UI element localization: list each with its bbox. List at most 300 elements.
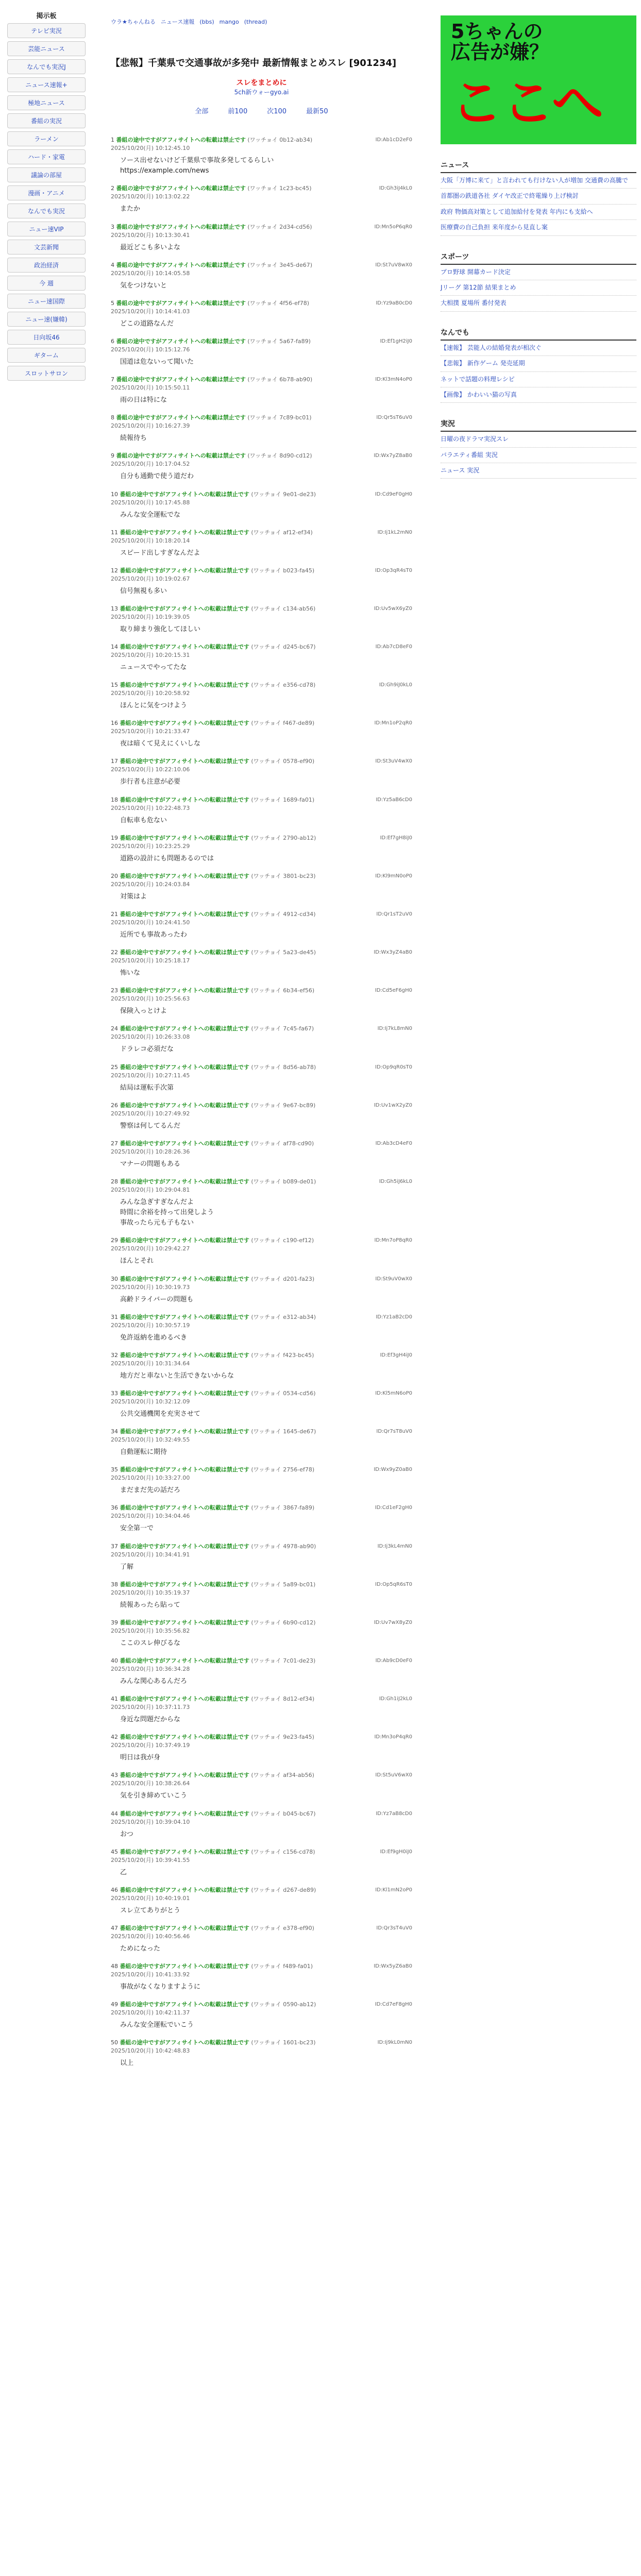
post-number[interactable]: 42 [111,1734,118,1741]
post-id[interactable]: ID:Qr3sT4uV0 [376,1925,412,1931]
news-item[interactable]: 首都圏の鉄道各社 ダイヤ改正で終電繰り上げ検討 [441,189,636,204]
sports-item[interactable]: プロ野球 開幕カード決定 [441,265,636,280]
post-mail: (ワッチョイ 9e23-fa45) [251,1734,314,1741]
news-item[interactable]: 大阪「万博に来て」と言われても行けない人が増加 交通費の高騰で [441,173,636,189]
post-number[interactable]: 26 [111,1101,118,1109]
post-id[interactable]: ID:Wx9yZ0aB0 [374,1467,412,1473]
post-date: 2025/10/20(月) 10:35:56.82 [111,1627,190,1634]
post [111,414,412,444]
post [111,1924,412,1954]
post-number[interactable]: 20 [111,872,118,879]
post [111,1025,412,1055]
post-id[interactable]: ID:Uv5wX6yZ0 [374,605,412,612]
post-date: 2025/10/20(月) 10:29:42.27 [111,1245,190,1252]
post [111,910,412,940]
post-mail: (ワッチョイ 6b34-ef56) [251,987,315,994]
post-id[interactable]: ID:Ef7gH8iJ0 [380,835,412,841]
nav-item[interactable]: ラーメン [7,131,86,146]
post-id[interactable]: ID:Cd9eF0gH0 [375,491,412,497]
post-number[interactable]: 45 [111,1848,118,1855]
post-id[interactable]: ID:Yz7aB8cD0 [376,1810,412,1817]
post-name: 番組の途中ですがアフィサイトへの転載は禁止です [120,1063,249,1071]
post-date: 2025/10/20(月) 10:40:56.46 [111,1933,190,1940]
post-number[interactable]: 14 [111,643,118,651]
post-id[interactable]: ID:Qr1sT2uV0 [376,911,412,918]
post-mail: (ワッチョイ 9e01-de23) [251,490,316,498]
post-id[interactable]: ID:Qr7sT8uV0 [376,1429,412,1435]
post-meta [375,757,412,765]
nav-item[interactable]: ニュー速(嫌韓) [7,312,86,327]
banner-line3: ここへ [451,73,603,133]
post-date: 2025/10/20(月) 10:18:20.14 [111,537,190,544]
post-name: 番組の途中ですがアフィサイトへの転載は禁止です [116,414,246,421]
nav-item[interactable]: ニュー速国際 [7,294,86,309]
post [111,2001,412,2030]
jikkyo-item[interactable]: 日曜の夜ドラマ実況スレ [441,432,636,447]
post-number[interactable]: 46 [111,1886,118,1893]
post-date: 2025/10/20(月) 10:20:15.31 [111,652,190,659]
post-meta [374,1466,412,1473]
breadcrumb-link[interactable]: (thread) [244,19,267,25]
post-mail: (ワッチョイ 4f56-ef78) [247,299,310,307]
post-date: 2025/10/20(月) 10:24:41.50 [111,919,190,926]
post-date: 2025/10/20(月) 10:40:19.01 [111,1894,190,1902]
news-item[interactable]: 医療費の自己負担 来年度から見直し案 [441,220,636,235]
post-date: 2025/10/20(月) 10:34:41.91 [111,1551,190,1558]
post-body: 保険入っとけよ [120,1007,167,1015]
post-id[interactable]: ID:Mn5oP6qR0 [374,224,412,230]
post-number[interactable]: 30 [111,1275,118,1282]
post-id[interactable]: ID:St7uV8wX0 [375,262,412,268]
post-body: 地方だと車ないと生活できないからな [120,1371,234,1380]
post-number[interactable]: 48 [111,1963,118,1970]
post-name: 番組の途中ですがアフィサイトへの転載は禁止です [120,1619,249,1626]
post-id[interactable]: ID:Ij1kL2mN0 [377,529,412,535]
post-number[interactable]: 28 [111,1178,118,1185]
ad-banner[interactable] [441,15,636,144]
post-date: 2025/10/20(月) 10:25:18.17 [111,957,190,964]
post-id[interactable]: ID:Ef1gH2iJ0 [380,338,412,344]
post-body: 明日は我が身 [120,1754,161,1762]
post-number[interactable]: 31 [111,1313,118,1320]
post-number[interactable]: 33 [111,1390,118,1397]
post-id[interactable]: ID:Uv1wX2yZ0 [374,1102,412,1108]
breadcrumb [111,18,412,26]
post-number[interactable]: 11 [111,529,118,536]
post-meta [379,681,412,689]
post-number[interactable]: 37 [111,1543,118,1550]
post-number[interactable]: 1 [111,137,114,144]
post-date: 2025/10/20(月) 10:16:27.39 [111,422,190,430]
nav-item[interactable]: ニュース速報+ [7,77,86,92]
post-mail: (ワッチョイ 6b90-cd12) [251,1619,316,1626]
post-name: 番組の途中ですがアフィサイトへの転載は禁止です [116,452,246,460]
post-id[interactable]: ID:Op3qR4sT0 [375,567,412,573]
post-date: 2025/10/20(月) 10:39:41.55 [111,1856,190,1863]
post-id[interactable]: ID:Op9qR0sT0 [375,1064,412,1070]
post-meta [379,1695,412,1703]
post-body: ほんとに気をつけよう [120,702,188,710]
nav-item[interactable]: テレビ実況 [7,23,86,38]
post-number[interactable]: 27 [111,1140,118,1147]
post [111,1101,412,1131]
post-number[interactable]: 34 [111,1428,118,1435]
post-id[interactable]: ID:St3uV4wX0 [375,758,412,765]
post-id[interactable]: ID:Ab9cD0eF0 [375,1658,412,1664]
post-header [111,1351,412,1368]
post-id[interactable]: ID:Gh9iJ0kL0 [379,682,412,688]
post-id[interactable]: ID:Gh3iJ4kL0 [379,185,412,192]
nav-list [0,23,93,381]
nav-item[interactable]: 議論の部屋 [7,167,86,182]
post-number[interactable]: 7 [111,376,114,383]
post-meta [376,910,412,918]
post-mail: (ワッチョイ 6b78-ab90) [247,376,313,383]
post [111,1351,412,1381]
nav-item[interactable]: 今 週 [7,276,86,291]
post-body: どこの道路なんだ [120,319,174,328]
post-header [111,567,412,583]
post-body: 国道は危ないって聞いた [120,358,194,366]
post-meta [375,1886,412,1894]
post-name: 番組の途中ですがアフィサイトへの転載は禁止です [120,911,249,918]
post-id[interactable]: ID:Ab3cD4eF0 [375,1140,412,1146]
post-id[interactable]: ID:Cd1eF2gH0 [375,1505,412,1511]
post-meta [376,1428,412,1435]
post-id[interactable]: ID:Mn1oP2qR0 [374,720,412,726]
post-number[interactable]: 9 [111,452,114,460]
post-id[interactable]: ID:Op5qR6sT0 [375,1581,412,1587]
post [111,1275,412,1305]
nav-item[interactable]: 極地ニュース [7,95,86,110]
post-header [111,1543,412,1559]
post-mail: (ワッチョイ af12-ef34) [251,529,313,536]
post-number[interactable]: 35 [111,1466,118,1473]
post-mail: (ワッチョイ 0590-ab12) [251,2001,316,2008]
post-number[interactable]: 16 [111,720,118,727]
post-id[interactable]: ID:Ef9gH0iJ0 [380,1849,412,1855]
post-header [111,1886,412,1903]
post [111,1140,412,1170]
post-number[interactable]: 2 [111,185,114,192]
post-mail: (ワッチョイ 5a67-fa89) [247,337,311,345]
breadcrumb-link[interactable]: ウラ★ちゃんねる [111,19,156,25]
post-number[interactable]: 29 [111,1237,118,1244]
post [111,452,412,482]
post-name: 番組の途中ですがアフィサイトへの転載は禁止です [120,1313,249,1320]
post-number[interactable]: 5 [111,299,114,307]
post-id[interactable]: ID:St9uV0wX0 [375,1276,412,1282]
post-date: 2025/10/20(月) 10:12:45.10 [111,145,190,152]
post-meta [375,1389,412,1397]
post-number[interactable]: 15 [111,682,118,689]
post-id[interactable]: ID:Gh1iJ2kL0 [379,1696,412,1702]
post [111,567,412,597]
post-id[interactable]: ID:Yz1aB2cD0 [376,1314,412,1320]
post-body: 歩行者も注意が必要 [120,778,181,786]
post-body: ここのスレ伸びるな [120,1639,181,1647]
post-mail: (ワッチョイ f467-de89) [251,720,315,727]
post-number[interactable]: 47 [111,1924,118,1931]
post-mail: (ワッチョイ 9e67-bc89) [251,1101,316,1109]
post-number[interactable]: 8 [111,414,114,421]
post-date: 2025/10/20(月) 10:33:27.00 [111,1475,190,1482]
post-number[interactable]: 19 [111,834,118,841]
post-number[interactable]: 40 [111,1657,118,1664]
post-mail: (ワッチョイ 8d56-ab78) [251,1063,316,1071]
post [111,490,412,520]
nav-item[interactable]: 番組の実況 [7,113,86,128]
post [111,605,412,635]
nav-item[interactable]: なんでも実況J [7,59,86,74]
post-date: 2025/10/20(月) 10:23:25.29 [111,842,190,850]
sports-title: スポーツ [441,251,636,265]
misc-item[interactable]: 【画像】 かわいい猫の写真 [441,387,636,403]
post-id[interactable]: ID:Kl1mN2oP0 [375,1887,412,1893]
post-id[interactable]: ID:Kl5mN6oP0 [375,1391,412,1397]
post-header [111,681,412,698]
post-name: 番組の途中ですがアフィサイトへの転載は禁止です [120,758,249,765]
post-body: またか [120,205,141,213]
jikkyo-list [441,432,636,479]
post-header [111,1733,412,1750]
nav-item[interactable]: 日向坂46 [7,330,86,345]
jikkyo-item[interactable]: バラエティ番組 実況 [441,448,636,463]
post-number[interactable]: 49 [111,2001,118,2008]
post-number[interactable]: 21 [111,911,118,918]
post [111,337,412,367]
post-name: 番組の途中ですがアフィサイトへの転載は禁止です [120,2001,249,2008]
post-id[interactable]: ID:Mn7oP8qR0 [374,1238,412,1244]
post-name: 番組の途中ですがアフィサイトへの転載は禁止です [116,376,246,383]
post-meta [375,261,412,269]
post-id[interactable]: ID:Ij9kL0mN0 [377,2040,412,2046]
post-id[interactable]: ID:Ij7kL8mN0 [377,1026,412,1032]
post-number[interactable]: 17 [111,758,118,765]
breadcrumb-link[interactable]: ニュース速報 [160,19,195,25]
post-header [111,136,412,152]
post-meta [380,337,412,345]
tab-link[interactable]: 次100 [267,108,287,116]
post-meta [379,1178,412,1185]
post-name: 番組の途中ですがアフィサイトへの転載は禁止です [120,1466,249,1473]
main-column [111,0,412,2077]
post [111,1619,412,1649]
sports-item[interactable]: Jリーグ 第12節 結果まとめ [441,280,636,296]
post-mail: (ワッチョイ 0578-ef90) [251,758,315,765]
post-header [111,1140,412,1156]
post-meta [376,1657,412,1665]
post-header [111,1275,412,1292]
nav-item[interactable]: なんでも実況 [7,204,86,218]
suremara-link[interactable]: 5ch新ウォーgyo.ai [234,89,289,96]
post-number[interactable]: 23 [111,987,118,994]
post-id[interactable]: ID:Wx5yZ6aB0 [374,1963,412,1970]
post-name: 番組の途中ですがアフィサイトへの転載は禁止です [120,1390,249,1397]
post-date: 2025/10/20(月) 10:15:12.76 [111,346,190,353]
post-date: 2025/10/20(月) 10:34:04.46 [111,1513,190,1520]
post-body: 道路の設計にも問題あるのでは [120,854,214,862]
post-id[interactable]: ID:Kl3mN4oP0 [375,377,412,383]
thread-title: 【悲報】千葉県で交通事故が多発中 最新情報まとめスレ [901234] [111,58,397,69]
post-number[interactable]: 3 [111,223,114,230]
post-id[interactable]: ID:Wx7yZ8aB0 [374,453,412,459]
post-id[interactable]: ID:St5uV6wX0 [375,1772,412,1778]
post [111,1848,412,1878]
post [111,1581,412,1611]
post-id[interactable]: ID:Mn3oP4qR0 [374,1734,412,1740]
post-header [111,1619,412,1635]
nav-item[interactable]: 芸能ニュース [7,41,86,56]
post-id[interactable]: ID:Qr5sT6uV0 [376,415,412,421]
post-list [111,136,412,2069]
post-body: 免許返納を進めるべき [120,1333,188,1342]
post-meta [374,452,412,460]
post-name: 番組の途中ですがアフィサイトへの転載は禁止です [120,605,249,612]
post-name: 番組の途中ですがアフィサイトへの転載は禁止です [120,1275,249,1282]
post-name: 番組の途中ですがアフィサイトへの転載は禁止です [120,796,249,803]
tab-link[interactable]: 全部 [195,108,209,116]
post-id[interactable]: ID:Yz5aB6cD0 [376,796,412,803]
post-meta [375,1275,412,1283]
post [111,1063,412,1093]
post-body: ドラレコ必須だな [120,1045,174,1054]
post-id[interactable]: ID:Cd5eF6gH0 [375,988,412,994]
post-id[interactable]: ID:Kl9mN0oP0 [375,873,412,879]
nav-item[interactable]: ニュー速VIP [7,222,86,236]
breadcrumb-link[interactable]: (bbs) [199,19,214,25]
post-meta [379,184,412,192]
post-number[interactable]: 38 [111,1581,118,1588]
news-item[interactable]: 政府 物価高対策として追加給付を発表 年内にも支給へ [441,205,636,220]
post-number[interactable]: 32 [111,1351,118,1359]
post-date: 2025/10/20(月) 10:39:04.10 [111,1818,190,1825]
breadcrumb-link[interactable]: mango [219,19,239,25]
post [111,757,412,787]
post-id[interactable]: ID:Ab7cD8eF0 [375,644,412,650]
post-mail: (ワッチョイ 3867-fa89) [251,1504,315,1512]
nav-item[interactable]: ハード・家電 [7,149,86,164]
post-number[interactable]: 22 [111,949,118,956]
post-meta [375,1771,412,1779]
post-mail: (ワッチョイ 1689-fa01) [251,796,315,803]
misc-list [441,341,636,403]
post-mail: (ワッチョイ 7c89-bc01) [247,414,312,421]
nav-item[interactable]: ギターム [7,348,86,363]
sports-item[interactable]: 大相撲 夏場所 番付発表 [441,296,636,311]
post-meta [376,136,412,144]
misc-item[interactable]: 【速報】 芸能人の結婚発表が相次ぐ [441,341,636,356]
misc-item[interactable]: 【悲報】 新作ゲーム 発売延期 [441,356,636,371]
post-date: 2025/10/20(月) 10:19:39.05 [111,613,190,620]
post-number[interactable]: 25 [111,1063,118,1071]
post-mail: (ワッチョイ f489-fa01) [251,1963,313,1970]
post [111,223,412,253]
post-mail: (ワッチョイ 2756-ef78) [251,1466,315,1473]
post-id[interactable]: ID:Ij3kL4mN0 [377,1543,412,1549]
post [111,529,412,558]
post-number[interactable]: 18 [111,796,118,803]
post-header [111,1236,412,1253]
post-id[interactable]: ID:Ab1cD2eF0 [375,137,412,143]
post [111,2039,412,2069]
tab-link[interactable]: 最新50 [306,108,328,116]
post-mail: (ワッチョイ b045-bc67) [251,1810,316,1817]
post-body: 自動運転に期待 [120,1448,167,1456]
post-number[interactable]: 13 [111,605,118,612]
nav-item[interactable]: スロットサロン [7,366,86,381]
nav-item[interactable]: 漫画・アニメ [7,185,86,200]
post-meta [378,1543,412,1550]
post-body: 近所でも事故あったわ [120,931,187,939]
nav-item[interactable]: 政治経済 [7,258,86,273]
post-id[interactable]: ID:Yz9aB0cD0 [376,300,412,306]
post-number[interactable]: 6 [111,337,114,345]
post-number[interactable]: 44 [111,1810,118,1817]
post-header [111,1848,412,1865]
post-header [111,1962,412,1979]
post-meta [380,1351,412,1359]
tab-link[interactable]: 前100 [228,108,248,116]
post-mail: (ワッチョイ 4978-ab90) [251,1543,316,1550]
post-number[interactable]: 50 [111,2039,118,2046]
post-number[interactable]: 41 [111,1696,118,1703]
jikkyo-item[interactable]: ニュース 実況 [441,463,636,479]
post-date: 2025/10/20(月) 10:14:41.03 [111,308,190,315]
post-mail: (ワッチョイ af78-cd90) [251,1140,314,1147]
post-id[interactable]: ID:Ef3gH4iJ0 [380,1352,412,1358]
post-number[interactable]: 43 [111,1772,118,1779]
post-number[interactable]: 36 [111,1504,118,1512]
post-mail: (ワッチョイ 0b12-ab34) [247,137,313,144]
post-number[interactable]: 10 [111,490,118,498]
nav-item[interactable]: 文芸新聞 [7,240,86,255]
misc-item[interactable]: ネットで話題の料理レシピ [441,372,636,387]
post-body: 了解 [120,1563,134,1571]
post-name: 番組の途中ですがアフィサイトへの転載は禁止です [120,1924,249,1931]
post-number[interactable]: 24 [111,1025,118,1032]
post-date: 2025/10/20(月) 10:38:26.64 [111,1780,190,1787]
post-name: 番組の途中ですがアフィサイトへの転載は禁止です [120,529,249,536]
post-number[interactable]: 4 [111,261,114,268]
post [111,1466,412,1496]
post-body: ためになった [120,1944,161,1953]
post-meta [375,987,412,994]
nav-title: 掲示板 [36,12,57,20]
post-number[interactable]: 39 [111,1619,118,1626]
post-id[interactable]: ID:Cd7eF8gH0 [375,2002,412,2008]
post-body: マナーの問題もある [120,1160,181,1168]
post-date: 2025/10/20(月) 10:21:33.47 [111,728,190,735]
post-id[interactable]: ID:Gh5iJ6kL0 [379,1179,412,1185]
post-body: 安全第一で [120,1524,154,1533]
post-mail: (ワッチョイ 1601-bc23) [251,2039,316,2046]
post-name: 番組の途中ですがアフィサイトへの転載は禁止です [120,1810,249,1817]
banner-line1 [451,22,549,63]
post-name: 番組の途中ですがアフィサイトへの転載は禁止です [120,949,249,956]
post-id[interactable]: ID:Wx3yZ4aB0 [374,950,412,956]
post-meta [375,1581,412,1588]
post-name: 番組の途中ですがアフィサイトへの転載は禁止です [120,1101,249,1109]
post-mail: (ワッチョイ b023-fa45) [251,567,315,574]
news-list [441,173,636,236]
post-number[interactable]: 12 [111,567,118,574]
post-id[interactable]: ID:Uv7wX8yZ0 [374,1619,412,1625]
post [111,948,412,978]
post-name: 番組の途中ですがアフィサイトへの転載は禁止です [120,1848,249,1855]
post-date: 2025/10/20(月) 10:19:02.67 [111,575,190,582]
post-header [111,910,412,927]
